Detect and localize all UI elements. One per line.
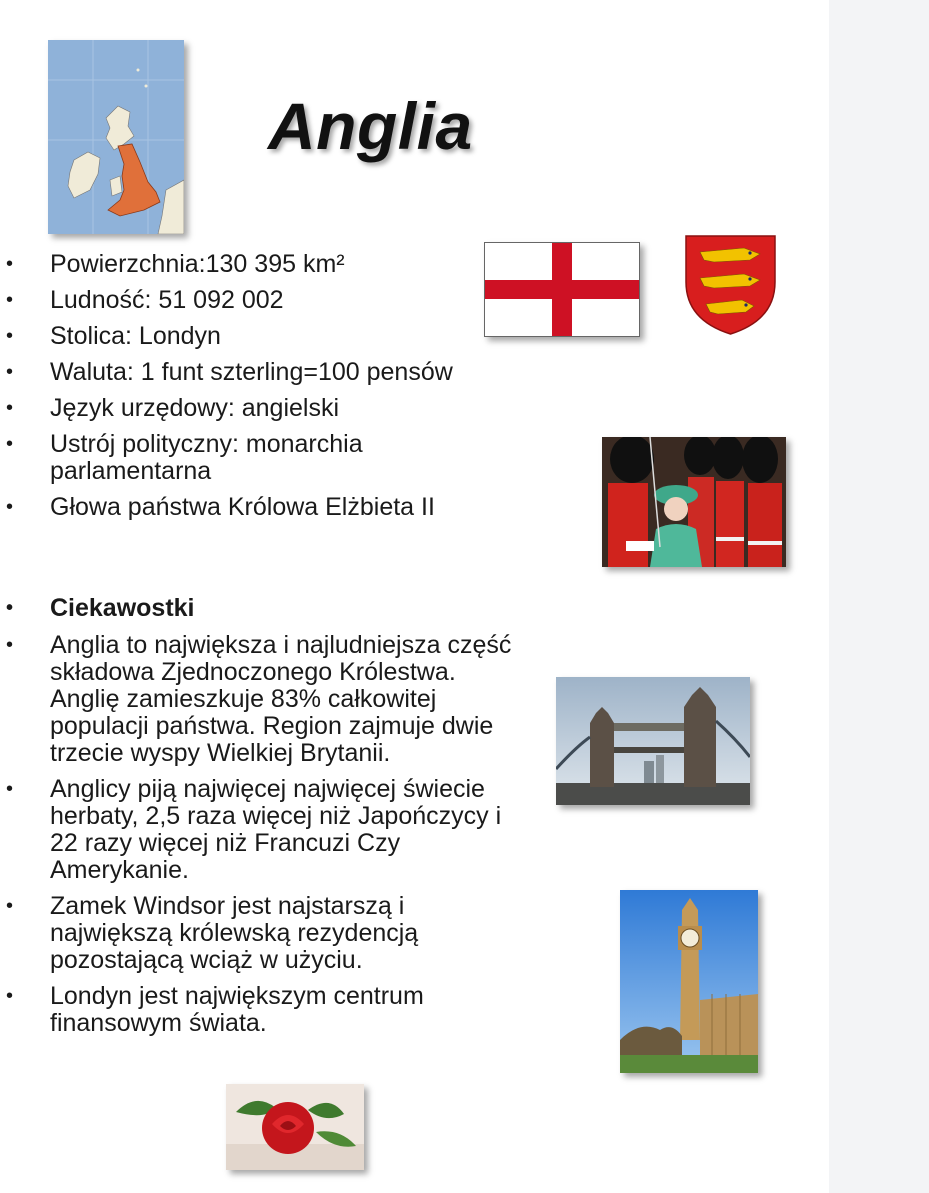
tower-bridge-image — [556, 677, 750, 805]
coat-of-arms-image — [684, 234, 777, 336]
uk-map-image — [48, 40, 184, 234]
page-title: Anglia — [268, 89, 473, 163]
red-rose-image — [226, 1084, 364, 1170]
facts-list — [0, 251, 520, 530]
curiosity-item: • Londyn jest największym centrum finansowym świata. — [0, 983, 520, 1037]
big-ben-image — [620, 890, 758, 1073]
side-panel — [829, 0, 929, 1193]
fact-political-system: • Ustrój polityczny: monarchia parlamentarna — [0, 431, 520, 485]
curiosity-item: • Zamek Windsor jest najstarszą i największą królewską rezydencją pozostającą wciąż w użyciu. — [0, 893, 520, 974]
royal-guards-image — [602, 437, 786, 567]
fact-population: • Ludność: 51 092 002 — [0, 287, 520, 314]
fact-currency: • Waluta: 1 funt szterling=100 pensów — [0, 359, 520, 386]
curiosity-item: • Anglia to największa i najludniejsza część składowa Zjednoczonego Królestwa. Anglię zamieszkuje 83% całkowitej populacji państwa. Region zajmuje dwie trzecie wyspy Wielkiej Brytanii. — [0, 632, 520, 767]
fact-area: • Powierzchnia:130 395 km² — [0, 251, 520, 278]
curiosities-heading: • Ciekawostki — [0, 595, 520, 622]
fact-head-of-state: • Głowa państwa Królowa Elżbieta II — [0, 494, 520, 521]
fact-capital: • Stolica: Londyn — [0, 323, 520, 350]
fact-language: • Język urzędowy: angielski — [0, 395, 520, 422]
curiosity-item: • Anglicy piją najwięcej najwięcej świecie herbaty, 2,5 raza więcej niż Japończycy i 22 razy więcej niż Francuzi Czy Amerykanie. — [0, 776, 520, 884]
curiosities-list — [0, 595, 520, 1046]
